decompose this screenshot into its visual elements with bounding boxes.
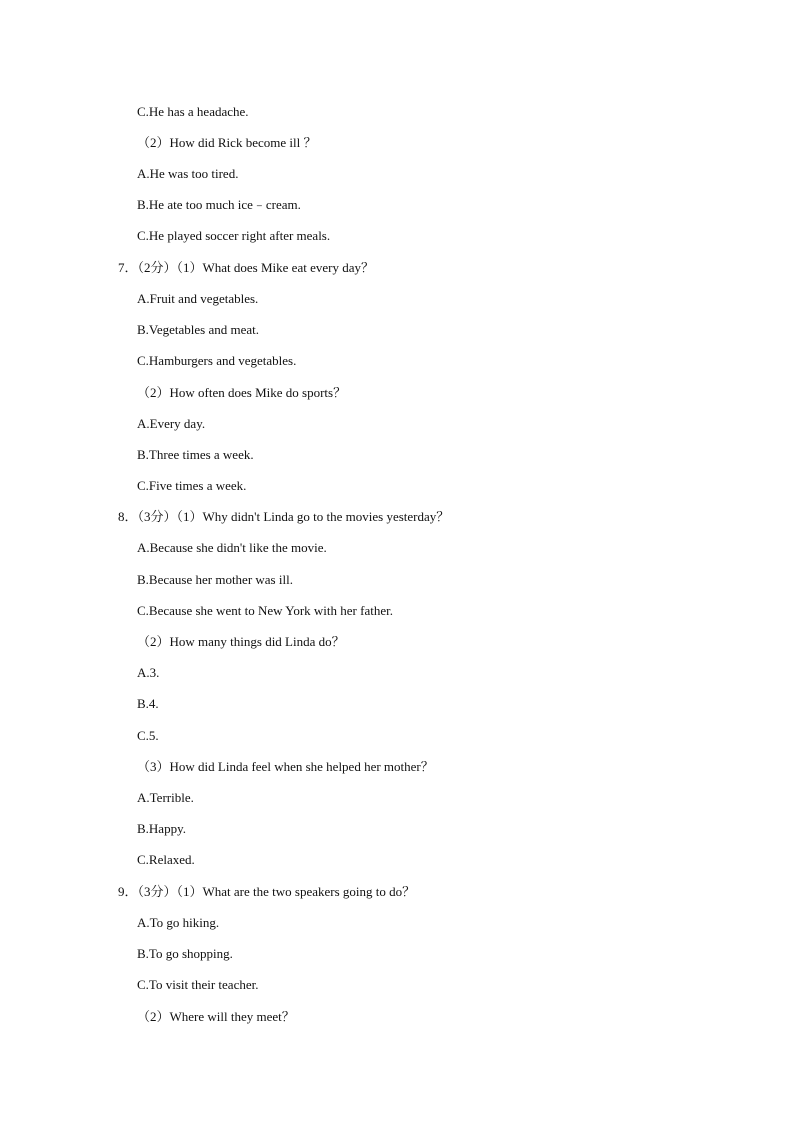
option-a: A.Terrible. — [137, 790, 194, 805]
option-b: B.Because her mother was ill. — [137, 572, 293, 587]
question-8-heading: 8．（3分）（1）Why didn't Linda go to the movies yesterday？ — [118, 509, 450, 524]
option-a: A.Because she didn't like the movie. — [137, 540, 327, 555]
option-c: C.Five times a week. — [137, 478, 247, 493]
option-b: B.To go shopping. — [137, 946, 233, 961]
option-b: B.4. — [137, 696, 159, 711]
option-b: B.He ate too much ice﹣cream. — [137, 197, 301, 212]
option-b: B.Vegetables and meat. — [137, 322, 260, 337]
question-7-heading: 7．（2分）（1）What does Mike eat every day？ — [118, 260, 374, 275]
option-a: A.He was too tired. — [137, 166, 239, 181]
sub-question: （3）How did Linda feel when she helped her mother？ — [137, 759, 434, 774]
option-a: A.Fruit and vegetables. — [137, 291, 259, 306]
option-c: C.To visit their teacher. — [137, 977, 259, 992]
option-c: C.Hamburgers and vegetables. — [137, 353, 297, 368]
option-c: C.Relaxed. — [137, 852, 195, 867]
sub-question: （2）Where will they meet？ — [137, 1009, 295, 1024]
option-c: C.He has a headache. — [137, 104, 249, 119]
option-b: B.Three times a week. — [137, 447, 254, 462]
option-c: C.He played soccer right after meals. — [137, 228, 331, 243]
option-b: B.Happy. — [137, 821, 186, 836]
option-a: A.Every day. — [137, 416, 206, 431]
option-a: A.To go hiking. — [137, 915, 220, 930]
question-9-heading: 9．（3分）（1）What are the two speakers going to do？ — [118, 884, 416, 899]
option-a: A.3. — [137, 665, 160, 680]
option-c: C.Because she went to New York with her father. — [137, 603, 393, 618]
sub-question: （2）How often does Mike do sports？ — [137, 385, 347, 400]
sub-question: （2）How did Rick become ill ？ — [137, 135, 317, 150]
sub-question: （2）How many things did Linda do？ — [137, 634, 345, 649]
option-c: C.5. — [137, 728, 159, 743]
